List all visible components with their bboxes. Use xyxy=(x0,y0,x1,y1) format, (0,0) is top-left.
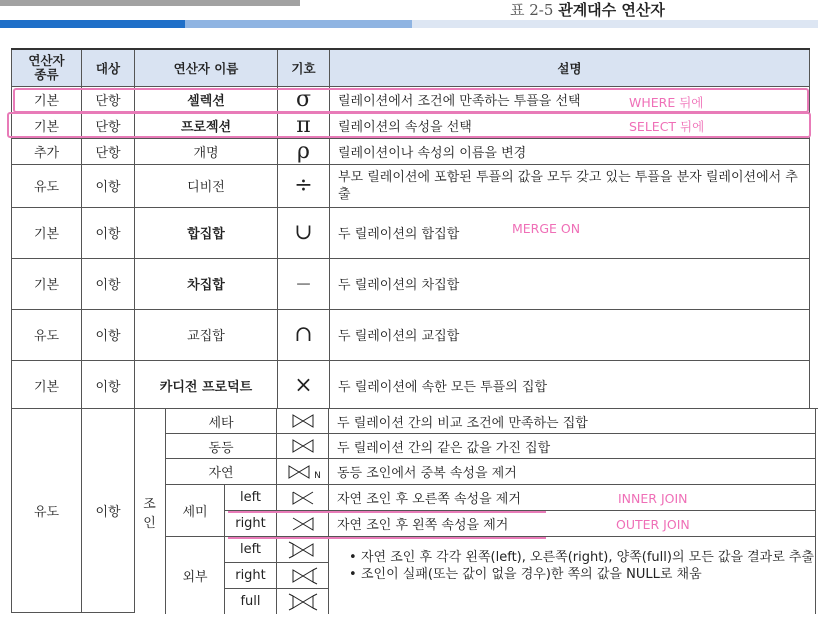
bullet-item: • 조인이 실패(또는 값이 없을 경우)한 쪽의 값을 NULL로 채움 xyxy=(349,566,814,583)
cell-name: 카디전 프로덕트 xyxy=(135,360,278,411)
join-outer-right: right xyxy=(225,563,277,589)
join-equi-desc: 두 릴레이션 간의 같은 값을 가진 집합 xyxy=(329,434,816,459)
sigma-symbol: σ xyxy=(278,86,330,112)
cell-desc: 릴레이션에서 조건에 만족하는 투플을 선택 xyxy=(330,86,810,112)
cell-name: 셀렉션 xyxy=(135,86,278,112)
join-outer-name: 외부 xyxy=(166,537,225,614)
join-semi-right-desc: 자연 조인 후 왼쪽 속성을 제거 xyxy=(329,511,816,537)
row-cartesian-product xyxy=(12,360,810,411)
join-outer-full: full xyxy=(225,589,277,614)
outer-join-bullets xyxy=(337,549,814,583)
highlight-line-semi-left xyxy=(228,511,546,513)
cell-kind: 유도 xyxy=(12,309,82,360)
cell-name: 합집합 xyxy=(135,207,278,258)
cell-name: 교집합 xyxy=(135,309,278,360)
join-semi-left: left xyxy=(225,485,277,511)
bullet-item: • 자연 조인 후 각각 왼쪽(left), 오른쪽(right), 양쪽(full)의 모든 값을 결과로 추출 xyxy=(349,549,814,566)
bowtie-join-icon xyxy=(277,434,329,459)
row-division xyxy=(12,164,810,207)
join-semi-left-desc: 자연 조인 후 오른쪽 속성을 제거 xyxy=(329,485,816,511)
intersection-symbol: ∩ xyxy=(278,309,330,360)
join-outer-left: left xyxy=(225,537,277,563)
header-name: 연산자 이름 xyxy=(135,49,278,86)
caption-title: 관계대수 연산자 xyxy=(558,1,665,19)
join-semi-name: 세미 xyxy=(166,485,225,537)
natural-subscript: N xyxy=(314,470,321,481)
annotation-merge: MERGE ON xyxy=(512,221,581,236)
right-outer-join-icon xyxy=(277,563,329,589)
natural-join-icon xyxy=(277,459,329,485)
row-rename xyxy=(12,138,810,164)
join-label xyxy=(134,409,166,614)
right-semi-join-icon xyxy=(277,511,329,537)
join-kind: 유도 xyxy=(11,408,82,613)
cell-target: 단항 xyxy=(82,112,135,138)
cell-desc: 릴레이션의 속성을 선택 xyxy=(330,112,810,138)
cell-kind: 추가 xyxy=(12,138,82,164)
cell-name: 디비전 xyxy=(135,164,278,207)
annotation-where: WHERE 뒤에 xyxy=(629,95,704,110)
table-caption xyxy=(510,0,665,20)
annotation-select: SELECT 뒤에 xyxy=(629,119,705,134)
row-difference xyxy=(12,258,810,309)
cell-target: 이항 xyxy=(82,309,135,360)
cell-desc: 두 릴레이션에 속한 모든 투플의 집합 xyxy=(330,360,810,411)
join-semi-right: right xyxy=(225,511,277,537)
row-intersection xyxy=(12,309,810,360)
cell-kind: 기본 xyxy=(12,86,82,112)
minus-symbol: — xyxy=(278,258,330,309)
header-row xyxy=(12,49,810,86)
join-label-char-2: 인 xyxy=(143,515,156,531)
join-theta-name: 세타 xyxy=(166,409,277,434)
join-natural-name: 자연 xyxy=(166,459,277,485)
cell-desc: 두 릴레이션의 합집합 xyxy=(330,207,810,258)
cell-kind: 기본 xyxy=(12,207,82,258)
join-outer-desc xyxy=(329,537,816,614)
division-symbol: ÷ xyxy=(278,164,330,207)
cell-kind: 기본 xyxy=(12,360,82,411)
times-symbol: × xyxy=(278,360,330,411)
cell-desc: 부모 릴레이션에 포함된 투플의 값을 모두 갖고 있는 투플을 분자 릴레이션에서 추출 xyxy=(330,164,810,207)
left-semi-join-icon xyxy=(277,485,329,511)
top-cropped-text xyxy=(0,0,300,6)
union-symbol: ∪ xyxy=(278,207,330,258)
cell-name: 개명 xyxy=(135,138,278,164)
cell-kind: 기본 xyxy=(12,112,82,138)
cell-name: 차집합 xyxy=(135,258,278,309)
decorative-bar xyxy=(0,20,818,28)
rho-symbol: ρ xyxy=(278,138,330,164)
highlight-line-semi-right xyxy=(228,537,546,539)
cell-target: 이항 xyxy=(82,164,135,207)
cell-target: 이항 xyxy=(82,207,135,258)
cell-kind: 기본 xyxy=(12,258,82,309)
cell-kind: 유도 xyxy=(12,164,82,207)
join-equi-name: 동등 xyxy=(166,434,277,459)
cell-target: 이항 xyxy=(82,258,135,309)
header-kind: 연산자 종류 xyxy=(12,49,82,86)
cell-target: 단항 xyxy=(82,86,135,112)
left-outer-join-icon xyxy=(277,537,329,563)
join-target: 이항 xyxy=(81,408,135,613)
cell-desc: 두 릴레이션의 교집합 xyxy=(330,309,810,360)
caption-number: 표 2-5 xyxy=(510,1,554,19)
join-theta-desc: 두 릴레이션 간의 비교 조건에 만족하는 집합 xyxy=(329,409,816,434)
full-outer-join-icon xyxy=(277,589,329,614)
header-symbol: 기호 xyxy=(278,49,330,86)
row-union xyxy=(12,207,810,258)
annotation-outer-join: OUTER JOIN xyxy=(616,517,690,532)
join-label-char-1: 조 xyxy=(143,496,156,512)
annotation-inner-join: INNER JOIN xyxy=(618,491,688,506)
pi-symbol: π xyxy=(278,112,330,138)
cell-target: 이항 xyxy=(82,360,135,411)
bowtie-join-icon xyxy=(277,409,329,434)
cell-desc: 두 릴레이션의 차집합 xyxy=(330,258,810,309)
cell-name: 프로젝션 xyxy=(135,112,278,138)
cell-target: 단항 xyxy=(82,138,135,164)
header-desc: 설명 xyxy=(330,49,810,86)
header-target: 대상 xyxy=(82,49,135,86)
cell-desc: 릴레이션이나 속성의 이름을 변경 xyxy=(330,138,810,164)
join-natural-desc: 동등 조인에서 중복 속성을 제거 xyxy=(329,459,816,485)
